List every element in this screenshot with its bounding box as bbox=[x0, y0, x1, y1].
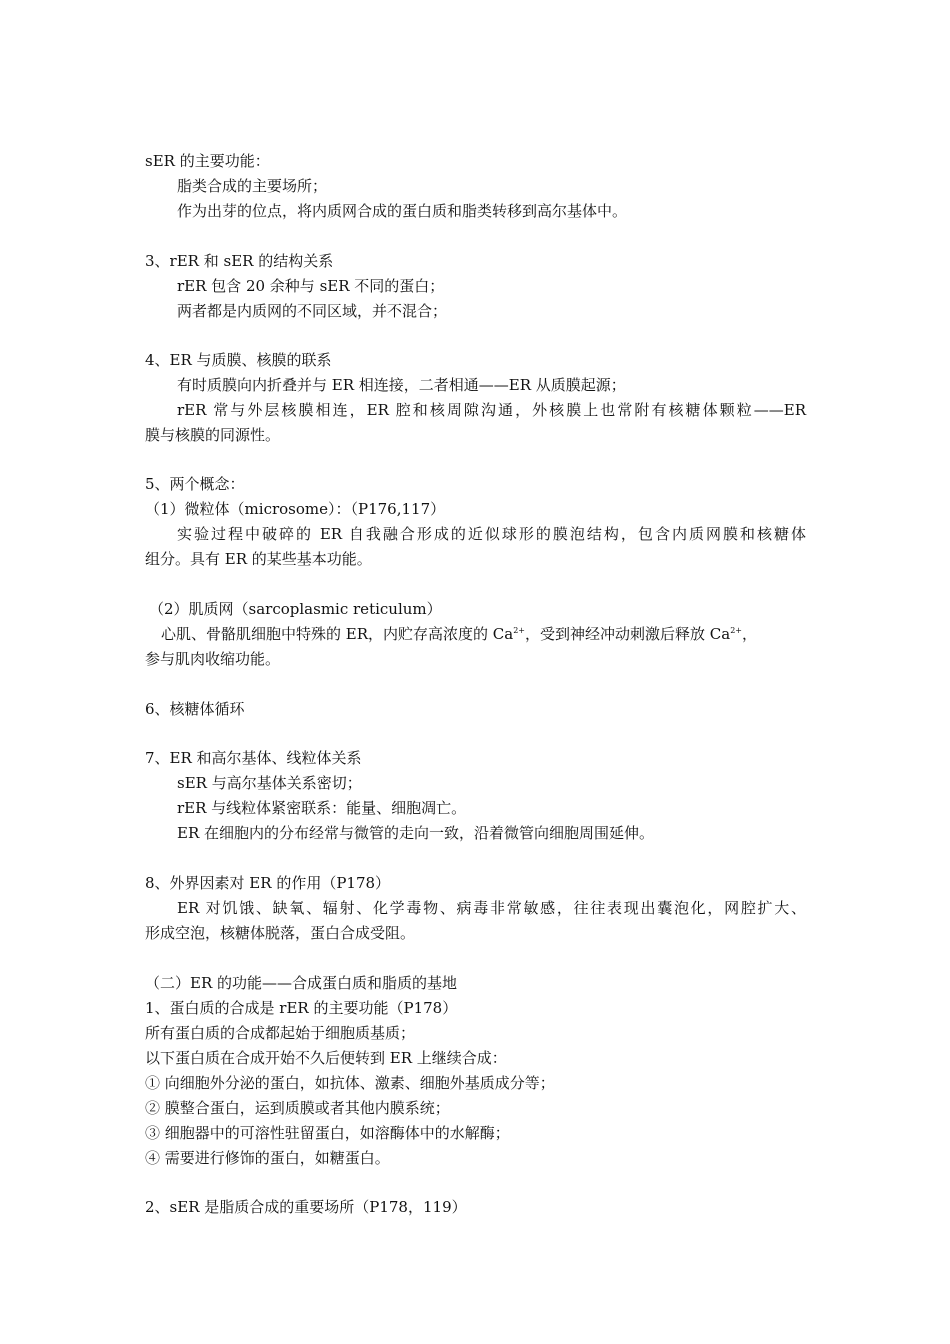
section-4-item-cont: 膜与核膜的同源性。 bbox=[145, 426, 281, 444]
part-2-subheading: 1、蛋白质的合成是 rER 的主要功能（P178） bbox=[145, 999, 458, 1017]
protein-list-item: ① 向细胞外分泌的蛋白，如抗体、激素、细胞外基质成分等； bbox=[145, 1074, 555, 1092]
concept-2-text bbox=[161, 622, 826, 646]
section-4-heading: 4、ER 与质膜、核膜的联系 bbox=[145, 351, 332, 369]
concept-2-title: （2）肌质网（sarcoplasmic reticulum） bbox=[149, 600, 442, 618]
section-7-heading: 7、ER 和高尔基体、线粒体关系 bbox=[145, 749, 362, 767]
concept-2-text-part: 心肌、骨骼肌细胞中特殊的 ER，内贮存高浓度的 Ca bbox=[161, 625, 514, 643]
ser-function-item: 作为出芽的位点，将内质网合成的蛋白质和脂类转移到高尔基体中。 bbox=[177, 202, 628, 220]
section-8-heading: 8、外界因素对 ER 的作用（P178） bbox=[145, 874, 391, 892]
concept-1-text: 实验过程中破碎的 ER 自我融合形成的近似球形的膜泡结构，包含内质网膜和核糖体 bbox=[177, 525, 806, 543]
section-4-item: 有时质膜向内折叠并与 ER 相连接，二者相通——ER 从质膜起源； bbox=[177, 376, 626, 394]
ser-function-item: 脂类合成的主要场所； bbox=[177, 177, 328, 195]
section-6-heading: 6、核糖体循环 bbox=[145, 700, 245, 718]
concept-2-text-cont: 参与肌肉收缩功能。 bbox=[145, 650, 281, 668]
section-3-item: 两者都是内质网的不同区域，并不混合； bbox=[177, 302, 448, 320]
ser-function-heading: sER 的主要功能： bbox=[145, 152, 270, 170]
calcium-charge: 2+ bbox=[513, 626, 525, 635]
section-5-heading: 5、两个概念： bbox=[145, 475, 245, 493]
section-3-item: rER 包含 20 余种与 sER 不同的蛋白； bbox=[177, 277, 445, 295]
section-7-item: ER 在细胞内的分布经常与微管的走向一致，沿着微管向细胞周围延伸。 bbox=[177, 824, 655, 842]
concept-1-title: （1）微粒体（microsome）：（P176,117） bbox=[145, 500, 446, 518]
section-8-text: ER 对饥饿、缺氧、辐射、化学毒物、病毒非常敏感，往往表现出囊泡化，网腔扩大、 bbox=[177, 899, 806, 917]
part-2-paragraph: 以下蛋白质在合成开始不久后便转到 ER 上继续合成： bbox=[145, 1049, 507, 1067]
calcium-charge: 2+ bbox=[730, 626, 742, 635]
concept-1-text-cont: 组分。具有 ER 的某些基本功能。 bbox=[145, 550, 372, 568]
part-2-heading: （二）ER 的功能——合成蛋白质和脂质的基地 bbox=[145, 974, 458, 992]
concept-2-text-part: ，受到神经冲动刺激后释放 Ca bbox=[525, 625, 731, 643]
section-7-item: rER 与线粒体紧密联系：能量、细胞凋亡。 bbox=[177, 799, 467, 817]
part-2-paragraph: 所有蛋白质的合成都起始于细胞质基质； bbox=[145, 1024, 416, 1042]
section-8-text-cont: 形成空泡，核糖体脱落，蛋白合成受阻。 bbox=[145, 924, 416, 942]
section-4-item: rER 常与外层核膜相连，ER 腔和核周隙沟通，外核膜上也常附有核糖体颗粒——ER bbox=[177, 401, 806, 419]
protein-list-item: ② 膜整合蛋白，运到质膜或者其他内膜系统； bbox=[145, 1099, 450, 1117]
concept-2-text-part: ， bbox=[742, 625, 758, 643]
section-3-heading: 3、rER 和 sER 的结构关系 bbox=[145, 252, 334, 270]
section-7-item: sER 与高尔基体关系密切； bbox=[177, 774, 362, 792]
part-2-subheading: 2、sER 是脂质合成的重要场所（P178，119） bbox=[145, 1198, 467, 1216]
protein-list-item: ③ 细胞器中的可溶性驻留蛋白，如溶酶体中的水解酶； bbox=[145, 1124, 510, 1142]
protein-list-item: ④ 需要进行修饰的蛋白，如糖蛋白。 bbox=[145, 1149, 390, 1167]
